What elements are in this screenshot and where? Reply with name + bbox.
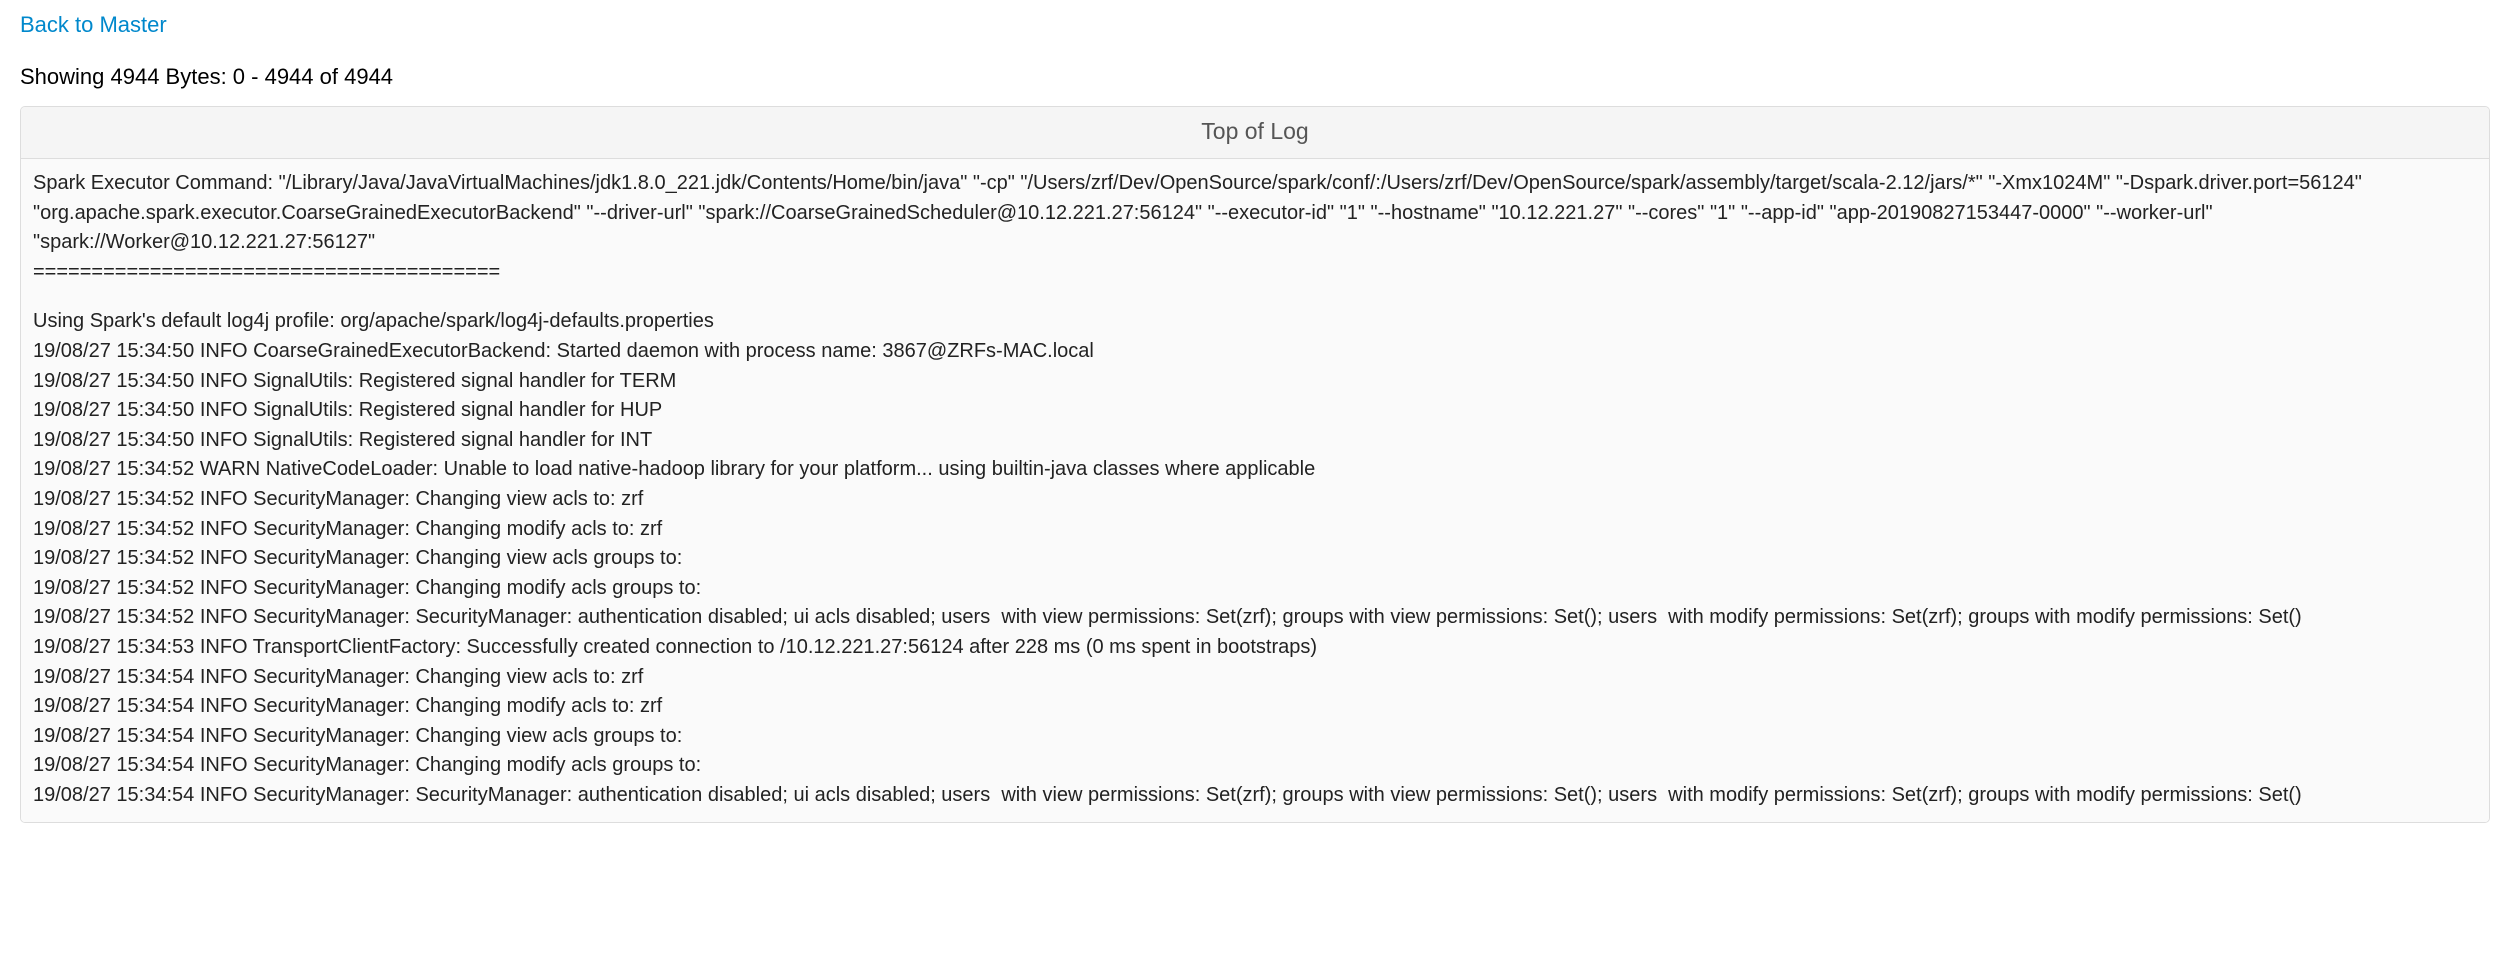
log-line: ======================================== [33, 260, 501, 283]
log-line: 19/08/27 15:34:52 INFO SecurityManager: Changing view acls groups to: [33, 547, 683, 570]
log-line: Using Spark's default log4j profile: org/apache/spark/log4j-defaults.properties [33, 310, 714, 333]
log-line [33, 287, 2477, 307]
log-line: 19/08/27 15:34:50 INFO SignalUtils: Registered signal handler for INT [33, 428, 653, 451]
log-panel-header: Top of Log [21, 107, 2489, 159]
log-line: 19/08/27 15:34:53 INFO TransportClientFactory: Successfully created connection to /10.12.221.27:56124 after 228 ms (0 ms spent in bootstraps) [33, 635, 1318, 658]
log-line: 19/08/27 15:34:52 WARN NativeCodeLoader: Unable to load native-hadoop library for your platform... using builtin-java classes where applicable [33, 458, 1316, 481]
log-line: 19/08/27 15:34:52 INFO SecurityManager: Changing modify acls to: zrf [33, 517, 663, 540]
log-line: 19/08/27 15:34:52 INFO SecurityManager: SecurityManager: authentication disabled; ui acls disabled; users with view permissions: Set(zrf); groups with view permissions: Set(); users with modify permissions: Set(zrf); groups with modify permissions: Set() [33, 606, 2302, 629]
log-line: 19/08/27 15:34:54 INFO SecurityManager: Changing view acls to: zrf [33, 665, 644, 688]
log-line: 19/08/27 15:34:54 INFO SecurityManager: Changing modify acls to: zrf [33, 695, 663, 718]
log-line: 19/08/27 15:34:50 INFO CoarseGrainedExecutorBackend: Started daemon with process name: 3867@ZRFs-MAC.local [33, 339, 1094, 362]
log-panel [20, 106, 2490, 823]
showing-bytes-status: Showing 4944 Bytes: 0 - 4944 of 4944 [20, 64, 394, 89]
log-content[interactable] [21, 159, 2489, 822]
back-to-master-link[interactable]: Back to Master [20, 12, 167, 37]
log-line: 19/08/27 15:34:52 INFO SecurityManager: Changing modify acls groups to: [33, 576, 702, 599]
log-line: 19/08/27 15:34:54 INFO SecurityManager: Changing modify acls groups to: [33, 754, 702, 777]
log-line: 19/08/27 15:34:54 INFO SecurityManager: SecurityManager: authentication disabled; ui acls disabled; users with view permissions: Set(zrf); groups with view permissions: Set(); users with modify permissions: Set(zrf); groups with modify permissions: Set() [33, 783, 2302, 806]
log-line: 19/08/27 15:34:50 INFO SignalUtils: Registered signal handler for TERM [33, 369, 677, 392]
log-line: 19/08/27 15:34:52 INFO SecurityManager: Changing view acls to: zrf [33, 487, 644, 510]
log-line: 19/08/27 15:34:50 INFO SignalUtils: Registered signal handler for HUP [33, 399, 663, 422]
log-line: Spark Executor Command: "/Library/Java/JavaVirtualMachines/jdk1.8.0_221.jdk/Contents/Home/bin/java" "-cp" "/Users/zrf/Dev/OpenSource/spark/conf/:/Users/zrf/Dev/OpenSource/spark/assembly/target/scala-2.12/jars/*" "-Xmx1024M" "-Dspark.driver.port=56124" "org.apache.spark.executor.CoarseGrainedExecutorBackend" "--driver-url" "spark://CoarseGrainedScheduler@10.12.221.27:56124" "--executor-id" "1" "--hostname" "10.12.221.27" "--cores" "1" "--app-id" "app-20190827153447-0000" "--worker-url" "spark://Worker@10.12.221.27:56127" [33, 172, 2368, 254]
log-line: 19/08/27 15:34:54 INFO SecurityManager: Changing view acls groups to: [33, 724, 683, 747]
